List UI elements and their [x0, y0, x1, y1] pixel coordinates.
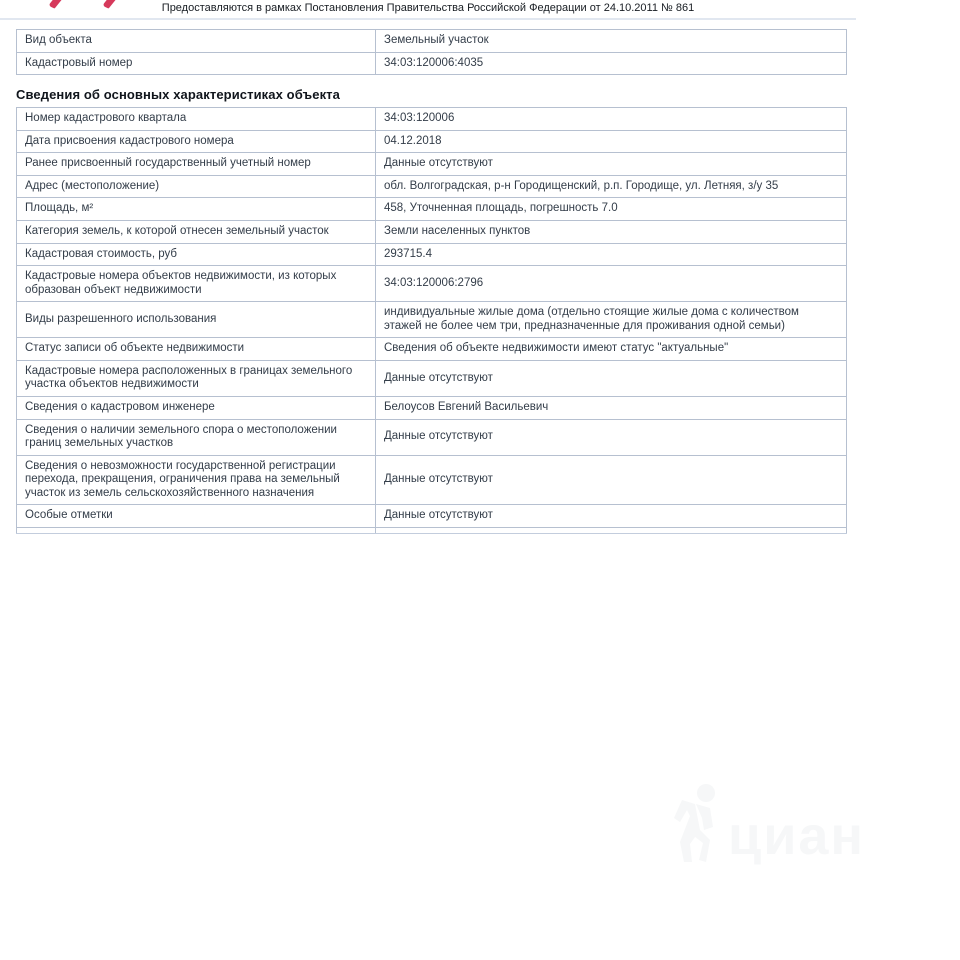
row-label-cell: Сведения о наличии земельного спора о местоположении границ земельных участков	[17, 419, 376, 455]
row-value-cell: индивидуальные жилые дома (отдельно стоящие жилые дома с количеством этажей не более чем три, предназначенные для проживания одной семьи)	[376, 302, 847, 338]
row-label-cell: Ранее присвоенный государственный учетный номер	[17, 153, 376, 176]
watermark-text: циан	[728, 806, 866, 866]
row-value-cell: 293715.4	[376, 243, 847, 266]
cian-watermark	[666, 780, 866, 870]
table-row	[17, 505, 847, 528]
row-label-cell: Сведения о невозможности государственной регистрации перехода, прекращения, ограничения права на земельный участок из земель сельскохозяйственного назначения	[17, 455, 376, 505]
row-value-cell: 04.12.2018	[376, 130, 847, 153]
object-summary-table	[16, 29, 847, 75]
row-value-cell: Земельный участок	[376, 30, 847, 53]
row-label-cell: Кадастровый номер	[17, 52, 376, 75]
row-label-cell: Статус записи об объекте недвижимости	[17, 338, 376, 361]
row-label-cell: Адрес (местоположение)	[17, 175, 376, 198]
table-row	[17, 220, 847, 243]
row-label-cell: Вид объекта	[17, 30, 376, 53]
row-value-cell: Данные отсутствуют	[376, 455, 847, 505]
row-value-cell: обл. Волгоградская, р-н Городищенский, р.п. Городище, ул. Летняя, з/у 35	[376, 175, 847, 198]
row-label-cell: Кадастровая стоимость, руб	[17, 243, 376, 266]
row-value-cell: Сведения об объекте недвижимости имеют статус "актуальные"	[376, 338, 847, 361]
header-subtitle: Предоставляются в рамках Постановления Правительства Российской Федерации от 24.10.2011 № 861	[161, 2, 695, 14]
header-divider	[0, 18, 856, 20]
row-value-cell: Данные отсутствуют	[376, 419, 847, 455]
row-value-cell: Данные отсутствуют	[376, 153, 847, 176]
table-row	[17, 302, 847, 338]
row-value-cell: Данные отсутствуют	[376, 360, 847, 396]
row-value-cell: 458, Уточненная площадь, погрешность 7.0	[376, 198, 847, 221]
table-row	[17, 153, 847, 176]
row-value-cell: Белоусов Евгений Васильевич	[376, 397, 847, 420]
table-row	[17, 175, 847, 198]
section-title: Сведения об основных характеристиках объекта	[16, 87, 340, 103]
table-row	[17, 198, 847, 221]
table-row	[17, 419, 847, 455]
table-row	[17, 243, 847, 266]
row-value-cell: Данные отсутствуют	[376, 505, 847, 528]
page-header	[0, 0, 856, 20]
table-row	[17, 360, 847, 396]
table-row	[17, 130, 847, 153]
row-label-cell: Площадь, м²	[17, 198, 376, 221]
row-label-cell: Категория земель, к которой отнесен земельный участок	[17, 220, 376, 243]
row-label-cell: Дата присвоения кадастрового номера	[17, 130, 376, 153]
person-icon	[674, 784, 715, 862]
row-label-cell: Особые отметки	[17, 505, 376, 528]
table-row	[17, 266, 847, 302]
row-value-cell: Земли населенных пунктов	[376, 220, 847, 243]
table-row-cutoff	[17, 527, 847, 533]
table-row	[17, 397, 847, 420]
table-row	[17, 338, 847, 361]
row-value-cell: 34:03:120006:2796	[376, 266, 847, 302]
table-row	[17, 455, 847, 505]
table-row	[17, 108, 847, 131]
row-label-cell: Виды разрешенного использования	[17, 302, 376, 338]
row-value-cell: 34:03:120006:4035	[376, 52, 847, 75]
row-label-cell: Кадастровые номера расположенных в границах земельного участка объектов недвижимости	[17, 360, 376, 396]
characteristics-table	[16, 107, 847, 534]
row-label-cell: Сведения о кадастровом инженере	[17, 397, 376, 420]
table-row	[17, 30, 847, 53]
row-value-cell: 34:03:120006	[376, 108, 847, 131]
row-label-cell: Кадастровые номера объектов недвижимости, из которых образован объект недвижимости	[17, 266, 376, 302]
table-row	[17, 52, 847, 75]
row-label-cell: Номер кадастрового квартала	[17, 108, 376, 131]
